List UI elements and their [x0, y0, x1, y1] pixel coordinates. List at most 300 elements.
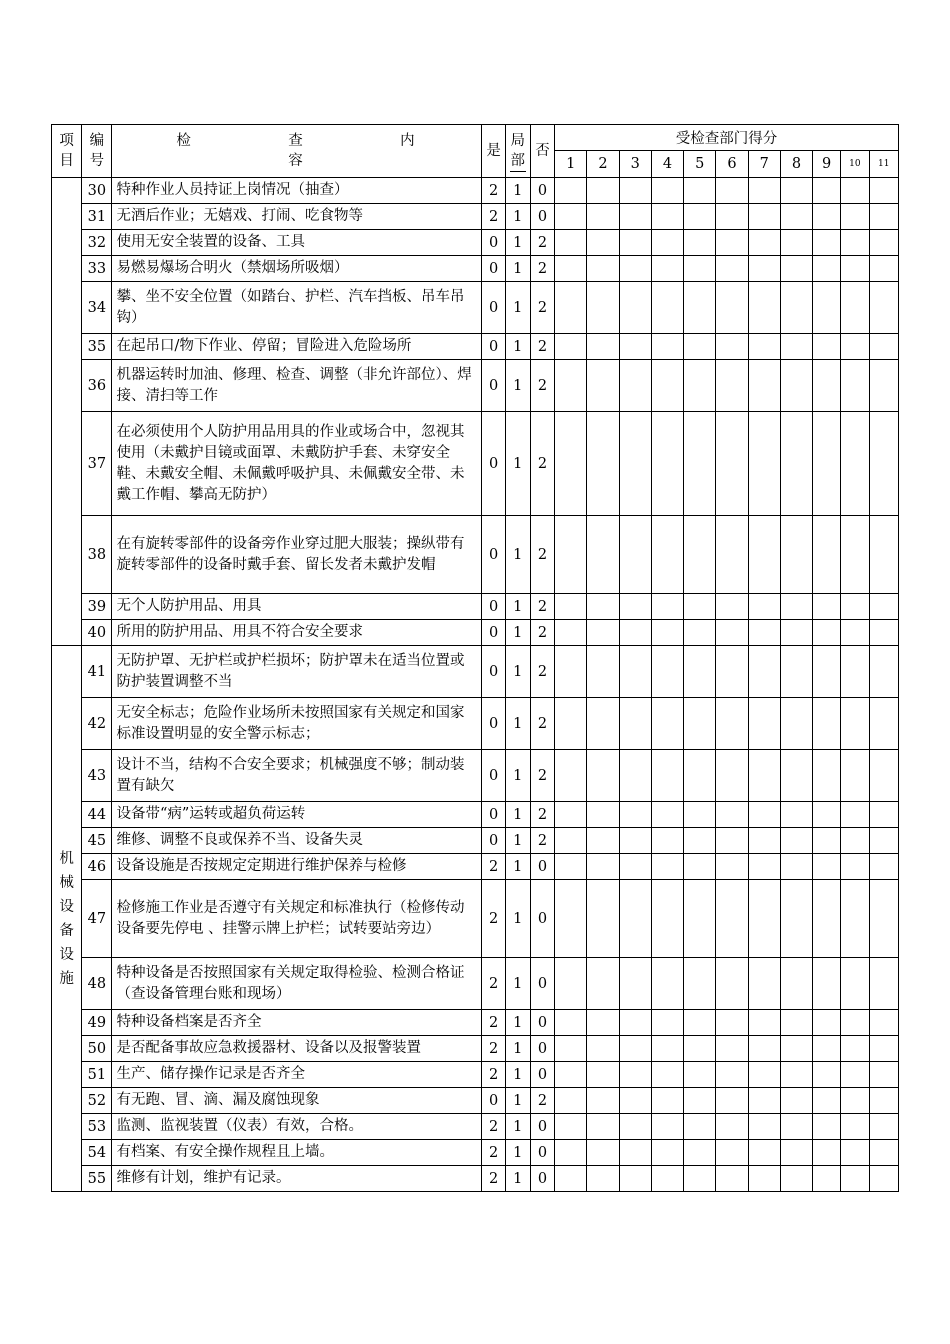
score-input-cell[interactable] [748, 802, 780, 828]
score-input-cell[interactable] [841, 360, 869, 412]
score-input-cell[interactable] [748, 1088, 780, 1114]
score-input-cell[interactable] [587, 230, 619, 256]
score-input-cell[interactable] [869, 1140, 899, 1166]
score-input-cell[interactable] [780, 230, 812, 256]
score-input-cell[interactable] [587, 334, 619, 360]
score-input-cell[interactable] [651, 594, 683, 620]
score-input-cell[interactable] [813, 230, 841, 256]
score-input-cell[interactable] [555, 1010, 587, 1036]
score-input-cell[interactable] [684, 620, 716, 646]
score-input-cell[interactable] [555, 516, 587, 594]
score-input-cell[interactable] [651, 958, 683, 1010]
score-input-cell[interactable] [813, 360, 841, 412]
score-input-cell[interactable] [841, 516, 869, 594]
score-input-cell[interactable] [555, 802, 587, 828]
score-input-cell[interactable] [684, 646, 716, 698]
score-input-cell[interactable] [587, 1166, 619, 1192]
score-input-cell[interactable] [813, 1114, 841, 1140]
score-input-cell[interactable] [684, 1114, 716, 1140]
score-input-cell[interactable] [587, 204, 619, 230]
score-input-cell[interactable] [651, 256, 683, 282]
score-input-cell[interactable] [651, 750, 683, 802]
score-input-cell[interactable] [748, 256, 780, 282]
score-input-cell[interactable] [716, 1036, 748, 1062]
score-input-cell[interactable] [748, 620, 780, 646]
score-input-cell[interactable] [869, 1010, 899, 1036]
score-input-cell[interactable] [684, 516, 716, 594]
score-input-cell[interactable] [587, 1062, 619, 1088]
score-input-cell[interactable] [587, 828, 619, 854]
score-input-cell[interactable] [716, 230, 748, 256]
score-input-cell[interactable] [869, 594, 899, 620]
score-input-cell[interactable] [716, 828, 748, 854]
score-input-cell[interactable] [748, 204, 780, 230]
score-input-cell[interactable] [869, 1166, 899, 1192]
score-input-cell[interactable] [869, 646, 899, 698]
score-input-cell[interactable] [780, 1010, 812, 1036]
item-number: 46 [82, 854, 112, 880]
score-input-cell[interactable] [716, 750, 748, 802]
score-input-cell[interactable] [748, 750, 780, 802]
score-input-cell[interactable] [619, 594, 651, 620]
score-input-cell[interactable] [716, 802, 748, 828]
score-input-cell[interactable] [841, 1062, 869, 1088]
score-input-cell[interactable] [716, 854, 748, 880]
score-input-cell[interactable] [813, 698, 841, 750]
item-number: 30 [82, 178, 112, 204]
score-input-cell[interactable] [684, 360, 716, 412]
score-input-cell[interactable] [748, 880, 780, 958]
score-input-cell[interactable] [684, 282, 716, 334]
score-input-cell[interactable] [555, 594, 587, 620]
score-input-cell[interactable] [684, 334, 716, 360]
score-input-cell[interactable] [748, 360, 780, 412]
score-input-cell[interactable] [587, 880, 619, 958]
score-input-cell[interactable] [651, 802, 683, 828]
score-input-cell[interactable] [841, 1140, 869, 1166]
score-input-cell[interactable] [587, 802, 619, 828]
score-input-cell[interactable] [587, 178, 619, 204]
score-input-cell[interactable] [619, 854, 651, 880]
score-input-cell[interactable] [619, 412, 651, 516]
score-input-cell[interactable] [587, 646, 619, 698]
score-input-cell[interactable] [841, 1166, 869, 1192]
score-input-cell[interactable] [651, 880, 683, 958]
score-input-cell[interactable] [587, 854, 619, 880]
item-number: 50 [82, 1036, 112, 1062]
score-input-cell[interactable] [869, 958, 899, 1010]
score-input-cell[interactable] [841, 412, 869, 516]
score-input-cell[interactable] [619, 698, 651, 750]
score-input-cell[interactable] [869, 1114, 899, 1140]
score-input-cell[interactable] [841, 1036, 869, 1062]
score-input-cell[interactable] [651, 1140, 683, 1166]
no-score: 2 [530, 516, 554, 594]
score-input-cell[interactable] [684, 1140, 716, 1166]
score-input-cell[interactable] [841, 334, 869, 360]
score-input-cell[interactable] [684, 698, 716, 750]
score-input-cell[interactable] [748, 854, 780, 880]
score-input-cell[interactable] [841, 282, 869, 334]
score-input-cell[interactable] [716, 282, 748, 334]
score-input-cell[interactable] [780, 334, 812, 360]
score-input-cell[interactable] [748, 594, 780, 620]
score-input-cell[interactable] [813, 178, 841, 204]
score-input-cell[interactable] [684, 412, 716, 516]
score-input-cell[interactable] [869, 1062, 899, 1088]
score-input-cell[interactable] [869, 360, 899, 412]
score-input-cell[interactable] [869, 750, 899, 802]
score-input-cell[interactable] [555, 1036, 587, 1062]
score-input-cell[interactable] [619, 1140, 651, 1166]
score-input-cell[interactable] [651, 646, 683, 698]
score-input-cell[interactable] [748, 646, 780, 698]
score-input-cell[interactable] [813, 204, 841, 230]
score-input-cell[interactable] [841, 750, 869, 802]
score-input-cell[interactable] [780, 594, 812, 620]
score-input-cell[interactable] [748, 1166, 780, 1192]
score-input-cell[interactable] [651, 1166, 683, 1192]
score-input-cell[interactable] [841, 854, 869, 880]
score-input-cell[interactable] [748, 334, 780, 360]
score-input-cell[interactable] [651, 698, 683, 750]
score-input-cell[interactable] [555, 854, 587, 880]
score-input-cell[interactable] [780, 1036, 812, 1062]
score-input-cell[interactable] [780, 178, 812, 204]
score-input-cell[interactable] [748, 412, 780, 516]
score-input-cell[interactable] [587, 282, 619, 334]
score-input-cell[interactable] [780, 360, 812, 412]
score-input-cell[interactable] [651, 516, 683, 594]
score-input-cell[interactable] [651, 204, 683, 230]
score-input-cell[interactable] [841, 880, 869, 958]
score-input-cell[interactable] [651, 334, 683, 360]
score-input-cell[interactable] [684, 854, 716, 880]
score-input-cell[interactable] [619, 256, 651, 282]
score-input-cell[interactable] [619, 1010, 651, 1036]
score-input-cell[interactable] [841, 802, 869, 828]
score-input-cell[interactable] [813, 828, 841, 854]
score-input-cell[interactable] [841, 646, 869, 698]
score-input-cell[interactable] [555, 178, 587, 204]
score-input-cell[interactable] [684, 880, 716, 958]
score-input-cell[interactable] [869, 204, 899, 230]
score-input-cell[interactable] [813, 334, 841, 360]
score-input-cell[interactable] [841, 594, 869, 620]
score-input-cell[interactable] [555, 230, 587, 256]
score-input-cell[interactable] [587, 594, 619, 620]
score-input-cell[interactable] [780, 282, 812, 334]
score-input-cell[interactable] [587, 1088, 619, 1114]
score-input-cell[interactable] [619, 802, 651, 828]
score-input-cell[interactable] [813, 1140, 841, 1166]
score-input-cell[interactable] [555, 1114, 587, 1140]
score-input-cell[interactable] [841, 620, 869, 646]
score-input-cell[interactable] [813, 594, 841, 620]
score-input-cell[interactable] [813, 750, 841, 802]
score-input-cell[interactable] [716, 646, 748, 698]
score-input-cell[interactable] [651, 854, 683, 880]
score-input-cell[interactable] [869, 1088, 899, 1114]
score-input-cell[interactable] [651, 828, 683, 854]
score-input-cell[interactable] [716, 178, 748, 204]
score-input-cell[interactable] [869, 334, 899, 360]
score-input-cell[interactable] [869, 802, 899, 828]
score-input-cell[interactable] [841, 958, 869, 1010]
score-input-cell[interactable] [684, 1062, 716, 1088]
score-input-cell[interactable] [748, 958, 780, 1010]
score-input-cell[interactable] [716, 204, 748, 230]
score-input-cell[interactable] [869, 620, 899, 646]
score-input-cell[interactable] [780, 1114, 812, 1140]
score-input-cell[interactable] [748, 828, 780, 854]
score-input-cell[interactable] [619, 646, 651, 698]
score-input-cell[interactable] [841, 1088, 869, 1114]
score-input-cell[interactable] [716, 412, 748, 516]
score-input-cell[interactable] [619, 334, 651, 360]
score-input-cell[interactable] [587, 412, 619, 516]
score-input-cell[interactable] [587, 1114, 619, 1140]
score-input-cell[interactable] [716, 516, 748, 594]
score-input-cell[interactable] [619, 620, 651, 646]
score-input-cell[interactable] [748, 230, 780, 256]
score-input-cell[interactable] [684, 594, 716, 620]
score-input-cell[interactable] [869, 516, 899, 594]
score-input-cell[interactable] [619, 516, 651, 594]
score-input-cell[interactable] [813, 880, 841, 958]
score-input-cell[interactable] [869, 230, 899, 256]
yes-score: 0 [482, 620, 505, 646]
score-input-cell[interactable] [555, 256, 587, 282]
score-input-cell[interactable] [716, 620, 748, 646]
score-input-cell[interactable] [716, 698, 748, 750]
score-input-cell[interactable] [780, 828, 812, 854]
score-input-cell[interactable] [716, 334, 748, 360]
score-input-cell[interactable] [813, 646, 841, 698]
score-input-cell[interactable] [869, 1036, 899, 1062]
score-input-cell[interactable] [780, 750, 812, 802]
score-input-cell[interactable] [651, 1088, 683, 1114]
score-input-cell[interactable] [555, 880, 587, 958]
score-input-cell[interactable] [587, 256, 619, 282]
score-input-cell[interactable] [748, 282, 780, 334]
score-input-cell[interactable] [684, 1010, 716, 1036]
score-input-cell[interactable] [587, 516, 619, 594]
score-input-cell[interactable] [684, 1036, 716, 1062]
score-input-cell[interactable] [869, 828, 899, 854]
score-input-cell[interactable] [780, 256, 812, 282]
score-input-cell[interactable] [555, 412, 587, 516]
score-input-cell[interactable] [651, 412, 683, 516]
score-input-cell[interactable] [684, 204, 716, 230]
score-input-cell[interactable] [748, 1140, 780, 1166]
score-input-cell[interactable] [619, 1166, 651, 1192]
score-input-cell[interactable] [619, 880, 651, 958]
score-input-cell[interactable] [587, 360, 619, 412]
score-input-cell[interactable] [780, 516, 812, 594]
score-input-cell[interactable] [555, 750, 587, 802]
score-input-cell[interactable] [619, 204, 651, 230]
score-input-cell[interactable] [841, 1010, 869, 1036]
score-input-cell[interactable] [780, 1166, 812, 1192]
partial-score: 1 [505, 1010, 530, 1036]
item-content: 设备带“病”运转或超负荷运转 [112, 802, 482, 828]
score-input-cell[interactable] [841, 230, 869, 256]
score-input-cell[interactable] [780, 204, 812, 230]
score-input-cell[interactable] [587, 620, 619, 646]
score-input-cell[interactable] [780, 620, 812, 646]
score-input-cell[interactable] [555, 620, 587, 646]
score-input-cell[interactable] [684, 178, 716, 204]
score-input-cell[interactable] [813, 1088, 841, 1114]
score-input-cell[interactable] [813, 412, 841, 516]
score-input-cell[interactable] [684, 802, 716, 828]
score-input-cell[interactable] [651, 230, 683, 256]
score-input-cell[interactable] [813, 620, 841, 646]
score-input-cell[interactable] [716, 880, 748, 958]
score-input-cell[interactable] [841, 1114, 869, 1140]
score-input-cell[interactable] [619, 1114, 651, 1140]
score-input-cell[interactable] [748, 1114, 780, 1140]
score-input-cell[interactable] [555, 334, 587, 360]
no-score: 0 [530, 1114, 554, 1140]
no-score: 0 [530, 1166, 554, 1192]
score-input-cell[interactable] [555, 1062, 587, 1088]
score-input-cell[interactable] [716, 1010, 748, 1036]
score-input-cell[interactable] [555, 204, 587, 230]
score-input-cell[interactable] [748, 178, 780, 204]
score-input-cell[interactable] [748, 698, 780, 750]
score-input-cell[interactable] [684, 958, 716, 1010]
score-input-cell[interactable] [780, 646, 812, 698]
score-input-cell[interactable] [555, 646, 587, 698]
score-input-cell[interactable] [716, 1114, 748, 1140]
score-input-cell[interactable] [716, 1088, 748, 1114]
yes-score: 2 [482, 1114, 505, 1140]
score-input-cell[interactable] [651, 1062, 683, 1088]
score-input-cell[interactable] [716, 256, 748, 282]
score-input-cell[interactable] [651, 360, 683, 412]
score-input-cell[interactable] [841, 828, 869, 854]
score-input-cell[interactable] [651, 620, 683, 646]
score-input-cell[interactable] [748, 1062, 780, 1088]
score-input-cell[interactable] [716, 1166, 748, 1192]
yes-score: 2 [482, 880, 505, 958]
score-input-cell[interactable] [619, 828, 651, 854]
score-input-cell[interactable] [780, 1062, 812, 1088]
item-content: 特种作业人员持证上岗情况（抽查） [112, 178, 482, 204]
score-input-cell[interactable] [587, 1140, 619, 1166]
table-row [52, 282, 899, 334]
score-input-cell[interactable] [813, 282, 841, 334]
table-row [52, 594, 899, 620]
score-input-cell[interactable] [869, 412, 899, 516]
score-input-cell[interactable] [651, 1010, 683, 1036]
score-input-cell[interactable] [780, 698, 812, 750]
score-input-cell[interactable] [716, 958, 748, 1010]
score-input-cell[interactable] [813, 1010, 841, 1036]
score-input-cell[interactable] [813, 802, 841, 828]
score-input-cell[interactable] [587, 958, 619, 1010]
score-input-cell[interactable] [813, 1036, 841, 1062]
score-input-cell[interactable] [869, 698, 899, 750]
score-input-cell[interactable] [684, 1088, 716, 1114]
score-input-cell[interactable] [555, 282, 587, 334]
score-input-cell[interactable] [684, 750, 716, 802]
score-input-cell[interactable] [780, 854, 812, 880]
score-input-cell[interactable] [619, 958, 651, 1010]
score-input-cell[interactable] [684, 256, 716, 282]
score-input-cell[interactable] [555, 1088, 587, 1114]
score-input-cell[interactable] [869, 854, 899, 880]
score-input-cell[interactable] [780, 1088, 812, 1114]
score-input-cell[interactable] [841, 698, 869, 750]
score-input-cell[interactable] [619, 230, 651, 256]
score-input-cell[interactable] [813, 854, 841, 880]
score-input-cell[interactable] [813, 1166, 841, 1192]
score-input-cell[interactable] [555, 360, 587, 412]
score-input-cell[interactable] [841, 178, 869, 204]
score-input-cell[interactable] [555, 698, 587, 750]
score-input-cell[interactable] [869, 256, 899, 282]
score-input-cell[interactable] [716, 594, 748, 620]
score-input-cell[interactable] [555, 828, 587, 854]
score-input-cell[interactable] [619, 1036, 651, 1062]
score-input-cell[interactable] [555, 958, 587, 1010]
score-input-cell[interactable] [813, 256, 841, 282]
score-input-cell[interactable] [619, 360, 651, 412]
score-input-cell[interactable] [869, 880, 899, 958]
score-input-cell[interactable] [813, 516, 841, 594]
score-input-cell[interactable] [869, 282, 899, 334]
score-input-cell[interactable] [780, 412, 812, 516]
score-input-cell[interactable] [587, 698, 619, 750]
score-input-cell[interactable] [587, 1010, 619, 1036]
score-input-cell[interactable] [748, 1010, 780, 1036]
score-input-cell[interactable] [813, 958, 841, 1010]
score-input-cell[interactable] [780, 1140, 812, 1166]
score-input-cell[interactable] [619, 750, 651, 802]
score-input-cell[interactable] [813, 1062, 841, 1088]
score-input-cell[interactable] [651, 1114, 683, 1140]
score-input-cell[interactable] [780, 958, 812, 1010]
score-input-cell[interactable] [748, 516, 780, 594]
score-input-cell[interactable] [651, 178, 683, 204]
score-input-cell[interactable] [619, 1088, 651, 1114]
score-input-cell[interactable] [651, 282, 683, 334]
score-input-cell[interactable] [716, 1140, 748, 1166]
score-input-cell[interactable] [684, 230, 716, 256]
score-input-cell[interactable] [780, 802, 812, 828]
score-input-cell[interactable] [619, 178, 651, 204]
score-input-cell[interactable] [555, 1140, 587, 1166]
score-input-cell[interactable] [619, 1062, 651, 1088]
score-input-cell[interactable] [684, 1166, 716, 1192]
score-input-cell[interactable] [841, 204, 869, 230]
score-input-cell[interactable] [716, 1062, 748, 1088]
score-input-cell[interactable] [780, 880, 812, 958]
score-input-cell[interactable] [748, 1036, 780, 1062]
score-input-cell[interactable] [841, 256, 869, 282]
score-input-cell[interactable] [869, 178, 899, 204]
score-input-cell[interactable] [684, 828, 716, 854]
score-input-cell[interactable] [587, 750, 619, 802]
score-input-cell[interactable] [619, 282, 651, 334]
score-input-cell[interactable] [651, 1036, 683, 1062]
score-input-cell[interactable] [716, 360, 748, 412]
score-input-cell[interactable] [555, 1166, 587, 1192]
score-input-cell[interactable] [587, 1036, 619, 1062]
